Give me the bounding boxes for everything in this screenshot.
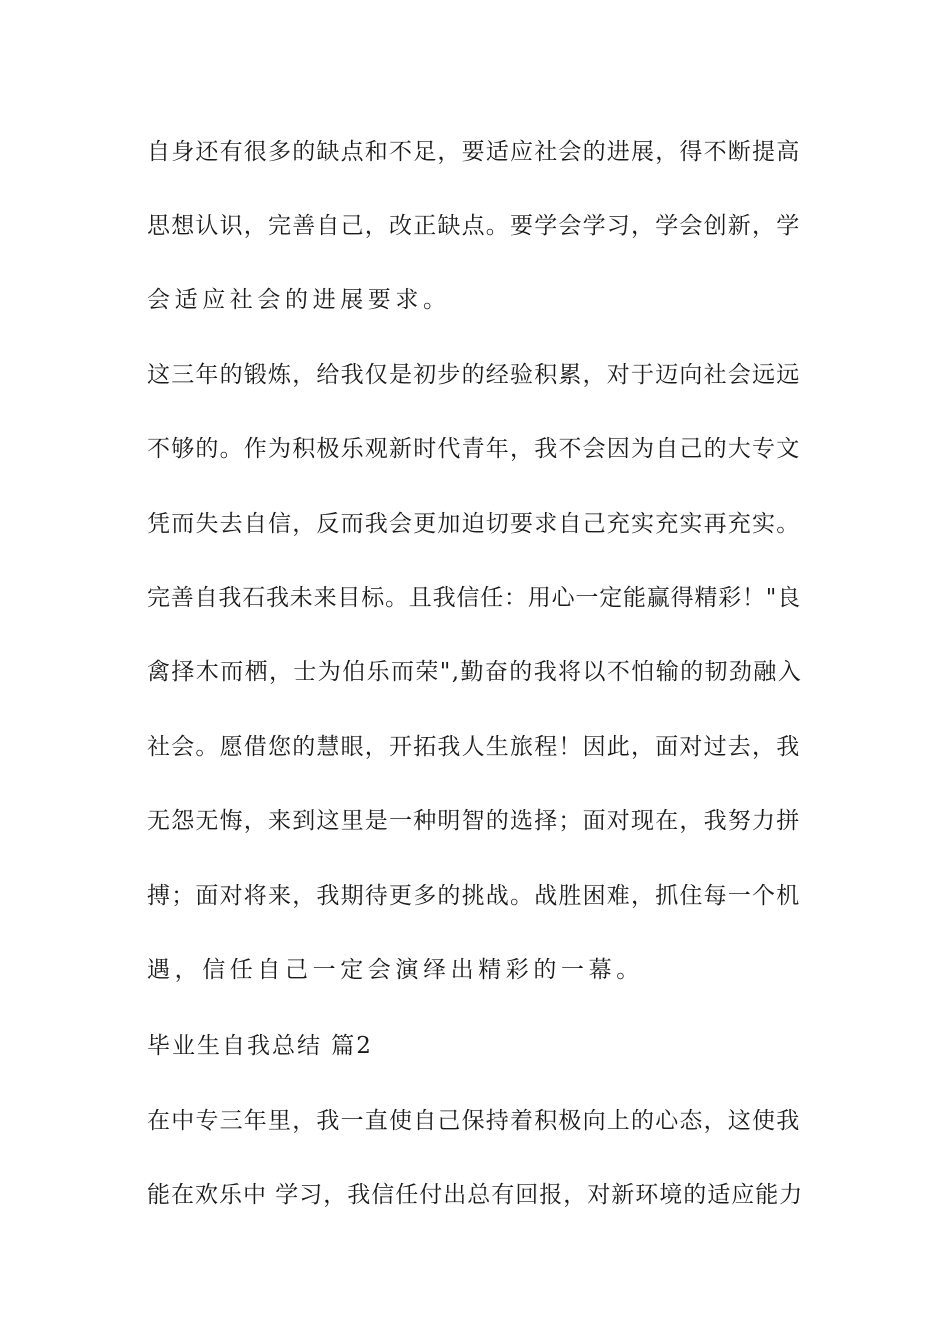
paragraph-line: 凭而失去自信，反而我会更加迫切要求自己充实充实再充实。 — [147, 511, 801, 537]
paragraph-line: 完善自我石我未来目标。且我信任：用心一定能赢得精彩！"良 — [147, 585, 801, 611]
paragraph-line: 社会。愿借您的慧眼，开拓我人生旅程！因此，面对过去，我 — [147, 734, 801, 760]
paragraph-line: 思想认识，完善自己，改正缺点。要学会学习，学会创新，学 — [147, 213, 801, 239]
paragraph-line: 在中专三年里，我一直使自己保持着积极向上的心态，这使我 — [147, 1108, 801, 1134]
paragraph-line: 禽择木而栖，士为伯乐而荣",勤奋的我将以不怕输的韧劲融入 — [147, 659, 803, 685]
paragraph-line: 这三年的锻炼，给我仅是初步的经验积累，对于迈向社会远远 — [147, 362, 801, 388]
paragraph-line: 能在欢乐中 学习，我信任付出总有回报，对新环境的适应能力 — [147, 1182, 804, 1208]
paragraph-line: 遇，信任自己一定会演绎出精彩的一幕。 — [147, 957, 644, 983]
paragraph-line: 会适应社会的进展要求。 — [147, 287, 451, 313]
paragraph-line: 搏；面对将来，我期待更多的挑战。战胜困难，抓住每一个机 — [147, 883, 801, 909]
section-heading: 毕业生自我总结 篇2 — [147, 1033, 373, 1059]
paragraph-line: 自身还有很多的缺点和不足，要适应社会的进展，得不断提高 — [147, 139, 801, 165]
paragraph-line: 无怨无悔，来到这里是一种明智的选择；面对现在，我努力拼 — [147, 808, 801, 834]
paragraph-line: 不够的。作为积极乐观新时代青年，我不会因为自己的大专文 — [147, 436, 801, 462]
